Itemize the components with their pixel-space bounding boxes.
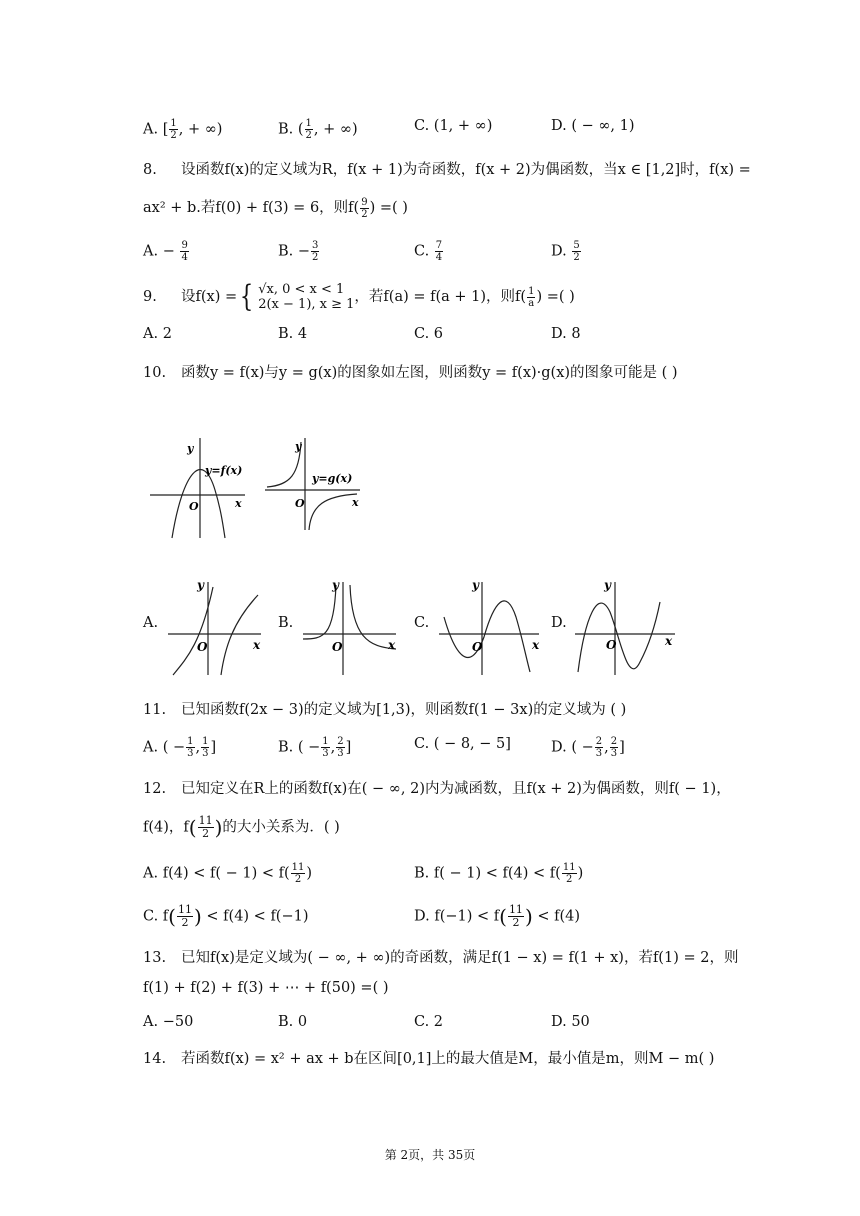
q10-option-c-label: C. <box>414 615 430 631</box>
q8-option-b: B. − $\frac{3}{2}$ <box>278 240 319 263</box>
f-curve-label: y=f(x) <box>205 464 243 477</box>
q12-option-d: D. f(−1) < f( $\frac{11}{2}$ ) < f(4) <box>414 903 581 929</box>
q10-option-a-graph <box>163 577 268 677</box>
q8-stem-line2: ax² + b.若f(0) + f(3) = 6，则f( $\frac{9}{2}$ ) =( ) <box>143 196 408 220</box>
svg-text:O: O <box>472 640 483 654</box>
page-footer: 第 2页，共 35页 <box>384 1148 476 1162</box>
q11-stem: 11. 已知函数f(2x − 3)的定义域为[1,3)，则函数f(1 − 3x)的定义域为 ( ) <box>143 702 627 718</box>
q9-option-d: D. 8 <box>551 326 581 342</box>
q10-option-a-label: A. <box>143 615 159 631</box>
g-y-label: y <box>295 440 302 453</box>
q10-option-d-label: D. <box>551 615 567 631</box>
f-y-label: y <box>187 442 194 455</box>
svg-text:x: x <box>388 638 396 652</box>
svg-text:y: y <box>332 578 339 592</box>
q8-option-d: D. $\frac{5}{2}$ <box>551 240 580 263</box>
q12-stem-line1: 12. 已知定义在R上的函数f(x)在( − ∞, 2)内为减函数，且f(x + 2)为偶函数，则f( − 1)， <box>143 781 731 797</box>
svg-text:x: x <box>532 638 540 652</box>
svg-text:O: O <box>332 640 343 654</box>
q8-option-a: A. − $\frac{9}{4}$ <box>143 240 188 263</box>
q13-stem-line2: f(1) + f(2) + f(3) + ⋯ + f(50) =( ) <box>143 980 389 996</box>
q10-option-c-graph <box>434 577 544 677</box>
svg-text:y: y <box>604 578 611 592</box>
q10-option-b-label: B. <box>278 615 294 631</box>
q10-option-d-graph <box>570 577 680 677</box>
q13-stem-line1: 13. 已知f(x)是定义域为( − ∞, + ∞)的奇函数，满足f(1 − x) = f(1 + x)，若f(1) = 2，则 <box>143 950 739 966</box>
q7-option-a: A. [ $\frac{1}{2}$ , + ∞) <box>143 118 223 141</box>
q10-stem: 10. 函数y = f(x)与y = g(x)的图象如左图，则函数y = f(x)·g(x)的图象可能是 ( ) <box>143 365 678 381</box>
q7-option-d: D. ( − ∞, 1) <box>551 118 635 134</box>
q12-option-b: B. f( − 1) < f(4) < f( $\frac{11}{2}$ ) <box>414 862 584 885</box>
q9-option-c: C. 6 <box>414 326 444 342</box>
q12-stem-line2: f(4)，f( $\frac{11}{2}$ )的大小关系为．( ) <box>143 814 340 840</box>
svg-text:O: O <box>606 638 617 652</box>
svg-text:y: y <box>197 578 204 592</box>
q10-option-b-graph <box>298 577 403 677</box>
q9-option-a: A. 2 <box>143 326 172 342</box>
q9-option-b: B. 4 <box>278 326 308 342</box>
q12-option-c: C. f( $\frac{11}{2}$ ) < f(4) < f(−1) <box>143 903 309 929</box>
f-x-label: x <box>235 497 242 510</box>
q13-option-a: A. −50 <box>143 1014 194 1030</box>
q10-given-graphs <box>145 430 385 540</box>
q14-stem: 14. 若函数f(x) = x² + ax + b在区间[0,1]上的最大值是M，最小值是m，则M − m( ) <box>143 1051 715 1067</box>
svg-text:O: O <box>197 640 208 654</box>
q8-stem-line1: 8. 设函数f(x)的定义域为R，f(x + 1)为奇函数，f(x + 2)为偶函数，当x ∈ [1,2]时，f(x) = <box>143 162 751 178</box>
svg-text:x: x <box>665 634 673 648</box>
q9-stem: 9. 设f(x) ={ √x, 0 < x < 1 2(x − 1), x ≥ 1 ，若f(a) = f(a + 1)，则f( $\frac{1}{a}$ ) =( ) <box>143 279 575 314</box>
q11-option-d: D. ( − $\frac{2}{3}$ , $\frac{2}{3}$ ] <box>551 736 625 759</box>
svg-text:y: y <box>472 578 479 592</box>
graph-f <box>150 438 245 538</box>
q12-option-a: A. f(4) < f( − 1) < f( $\frac{11}{2}$ ) <box>143 862 313 885</box>
q7-option-b: B. ( $\frac{1}{2}$ , + ∞) <box>278 118 358 141</box>
g-x-label: x <box>352 496 359 509</box>
q13-option-c: C. 2 <box>414 1014 444 1030</box>
q7-option-c: C. (1, + ∞) <box>414 118 493 134</box>
q13-option-d: D. 50 <box>551 1014 590 1030</box>
q13-option-b: B. 0 <box>278 1014 308 1030</box>
q11-option-c: C. ( − 8, − 5] <box>414 736 511 752</box>
q11-option-b: B. ( − $\frac{1}{3}$ , $\frac{2}{3}$ ] <box>278 736 352 759</box>
q8-option-c: C. $\frac{7}{4}$ <box>414 240 443 263</box>
g-curve-label: y=g(x) <box>312 472 353 485</box>
g-origin-label: O <box>295 497 305 510</box>
q11-option-a: A. ( − $\frac{1}{3}$ , $\frac{1}{3}$ ] <box>143 736 217 759</box>
svg-text:x: x <box>253 638 261 652</box>
f-origin-label: O <box>189 500 199 513</box>
